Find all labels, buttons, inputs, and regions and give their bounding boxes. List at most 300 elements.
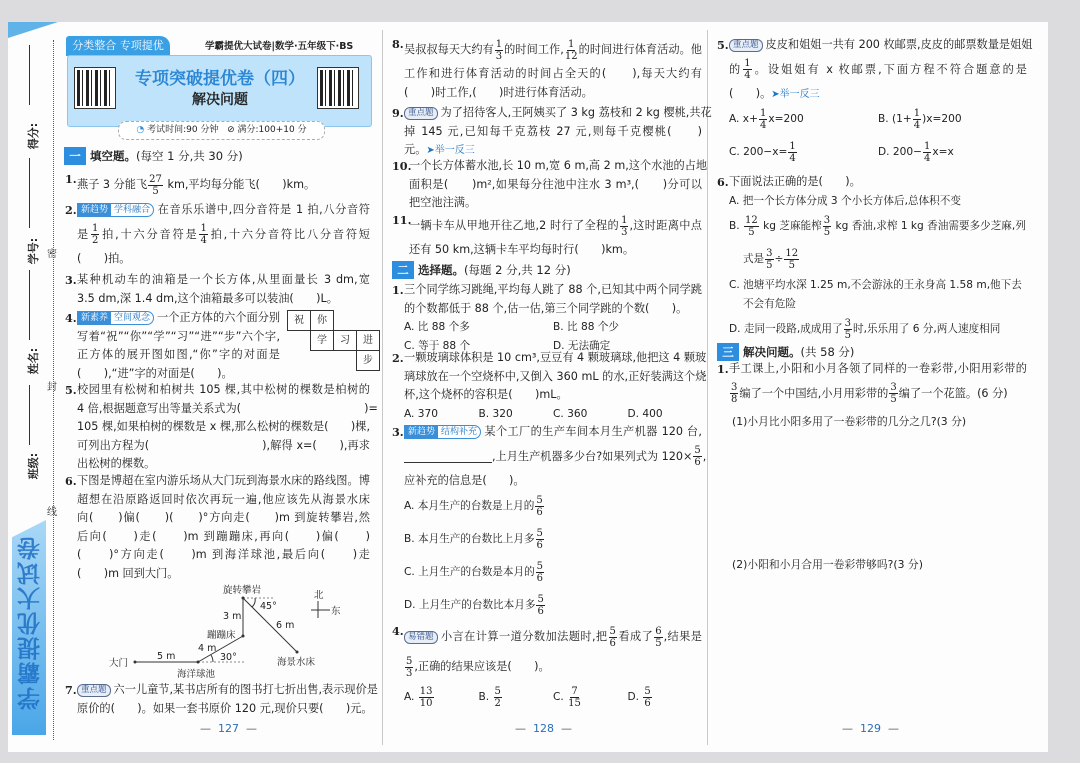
label-trampoline: 蹦蹦床 bbox=[207, 630, 236, 641]
text-segment: 下面说法正确的是( )。 bbox=[729, 175, 861, 188]
text-segment: 的时间工作, bbox=[504, 43, 564, 56]
fraction bbox=[744, 215, 759, 238]
question-number: 4. bbox=[392, 624, 404, 638]
numerator: 3 bbox=[766, 247, 773, 259]
option[interactable] bbox=[729, 313, 1027, 346]
text-segment: x=x bbox=[932, 146, 954, 158]
text-segment: A. 比 88 个多 bbox=[404, 321, 470, 333]
route-diagram bbox=[0, 0, 380, 763]
text-line bbox=[404, 442, 707, 472]
column-divider bbox=[382, 30, 383, 745]
page-number: — 127 — bbox=[200, 722, 257, 735]
text-segment: 把空池注满。 bbox=[409, 196, 477, 209]
option[interactable] bbox=[553, 405, 628, 424]
text-segment: B. 320 bbox=[478, 407, 513, 420]
text-segment: km,平均每分能飞( )km。 bbox=[163, 178, 316, 191]
numerator: 5 bbox=[644, 685, 651, 697]
label-climb: 旋转攀岩 bbox=[223, 585, 262, 596]
option[interactable] bbox=[404, 682, 479, 712]
tag-type: 新素养 bbox=[78, 312, 111, 324]
option[interactable] bbox=[729, 136, 878, 169]
text-segment: 。设姐姐有 x 枚邮票,下面方程不符合题意的是 bbox=[752, 62, 1027, 76]
denominator: 6 bbox=[536, 506, 543, 518]
text-segment: 4 倍,根据题意写出等量关系式为( )= bbox=[77, 401, 378, 415]
text-line bbox=[404, 622, 702, 652]
text-line bbox=[409, 194, 702, 213]
text-line bbox=[409, 211, 702, 241]
pool-point bbox=[197, 661, 200, 664]
text-segment: 的 bbox=[729, 62, 743, 76]
net-cell: 祝 bbox=[287, 310, 311, 331]
page-number: — 128 — bbox=[515, 722, 572, 735]
text-segment: 三个同学练习跳绳,平均每人跳了 88 个,已知其中两个同学跳 bbox=[404, 283, 702, 296]
text-segment: B. 本月生产的台数比上月多 bbox=[404, 533, 535, 545]
text-segment: 下图是博超在室内游乐场从大门玩到海景水床的路线图。博 bbox=[77, 474, 370, 487]
option[interactable] bbox=[878, 103, 1027, 136]
text-segment: x=200 bbox=[768, 113, 804, 125]
fraction bbox=[788, 141, 796, 164]
numerator: 13 bbox=[419, 685, 433, 697]
text-segment: C. 200−x= bbox=[729, 146, 788, 158]
question-body bbox=[409, 157, 708, 213]
text-segment: C. bbox=[553, 691, 568, 703]
text-segment: 正方体的展开图如图,“你”字的对面是 bbox=[77, 348, 280, 361]
option[interactable] bbox=[404, 318, 553, 337]
text-segment: A. 把一个长方体分成 3 个小长方体后,总体积不变 bbox=[729, 194, 961, 207]
fraction bbox=[913, 108, 921, 131]
denominator: 4 bbox=[924, 152, 931, 164]
text-segment: D. 400 bbox=[627, 407, 663, 420]
denominator: 4 bbox=[759, 119, 767, 131]
question-body bbox=[729, 173, 1027, 346]
text-segment: 一辆卡车从甲地开往乙地,2 时行了全程的 bbox=[409, 219, 620, 232]
page-number-value: 129 bbox=[860, 722, 881, 735]
text-segment: 还有 50 km,这辆卡车平均每时行( )km。 bbox=[409, 243, 635, 256]
choice-question bbox=[392, 349, 707, 423]
label-distance: 4 m bbox=[198, 643, 217, 654]
text-segment: ( )°方向走( )m 到海洋球池,最后向( )走 bbox=[77, 548, 370, 561]
option[interactable] bbox=[729, 103, 878, 136]
text-segment: 105 棵,如果柏树的棵数是 x 棵,那么松树的棵数是( )棵, bbox=[77, 420, 370, 433]
question-body bbox=[404, 423, 707, 622]
key-question-badge: 重点题 bbox=[77, 684, 111, 697]
text-segment: 拍,十六分音符比八分音符短 bbox=[208, 227, 370, 241]
question-body bbox=[404, 281, 702, 355]
option[interactable] bbox=[729, 210, 1027, 243]
gate-point bbox=[134, 661, 137, 664]
denominator: 5 bbox=[823, 226, 831, 238]
text-line bbox=[404, 300, 702, 319]
text-segment: 编了一个花篮。(6 分) bbox=[898, 386, 1008, 400]
text-line bbox=[404, 104, 712, 123]
text-segment: 面积是( )m²,如果每分往池中注水 3 m³,( )分可以 bbox=[409, 177, 702, 191]
denominator: 12 bbox=[564, 50, 578, 62]
numerator: 1 bbox=[568, 38, 575, 50]
text-segment: 向( )偏( )( )°方向走( )m 到旋转攀岩,然 bbox=[77, 511, 370, 524]
text-segment: 式是 bbox=[729, 253, 765, 265]
text-segment: 璃球放在一个空烧杯中,又倒入 360 mL 的水,正好装满这个烧 bbox=[404, 369, 707, 383]
net-cell: 进 bbox=[356, 330, 380, 351]
option[interactable] bbox=[404, 589, 702, 622]
numerator: 1 bbox=[789, 140, 796, 152]
text-segment: 的个数都低于 88 个,估一估,第三个同学跳的个数( )。 bbox=[404, 301, 688, 315]
option[interactable] bbox=[404, 556, 702, 589]
option[interactable] bbox=[479, 682, 554, 712]
text-segment: 六一儿童节,某书店所有的图书打七折出售,表示现价是 bbox=[113, 683, 378, 696]
text-segment: 元。 bbox=[404, 143, 427, 156]
text-line bbox=[404, 386, 702, 405]
fraction bbox=[609, 626, 617, 649]
question-number: 6. bbox=[717, 175, 729, 189]
text-segment: 时,乐乐用了 6 分,两人速度相同 bbox=[852, 323, 1001, 335]
text-segment: 编了一个中国结,小月用彩带的 bbox=[739, 386, 889, 400]
related-practice-link[interactable]: ➤举一反三 bbox=[771, 88, 820, 100]
label-distance: 5 m bbox=[157, 651, 176, 662]
options bbox=[404, 405, 702, 424]
exam-time: 考试时间:90 分钟 bbox=[147, 125, 219, 135]
waterbed-point bbox=[296, 651, 299, 654]
numerator: 7 bbox=[571, 685, 578, 697]
section-number: 一 bbox=[64, 147, 86, 165]
seal-char: 封 bbox=[47, 382, 57, 393]
text-segment: 的时间进行体育活动。他 bbox=[578, 43, 702, 56]
denominator: 6 bbox=[694, 457, 701, 468]
question-body bbox=[404, 349, 707, 423]
text-segment: 可列出方程为( ),解得 x=( ),再求 bbox=[77, 438, 370, 452]
question bbox=[65, 681, 378, 718]
denominator: 5 bbox=[844, 329, 851, 341]
text-line bbox=[404, 35, 702, 65]
text-segment: ( )。 bbox=[729, 86, 772, 100]
option[interactable] bbox=[628, 405, 703, 424]
text-segment: B. bbox=[478, 691, 493, 703]
label-distance: 6 m bbox=[276, 620, 295, 631]
tag-topic: 结构补充 bbox=[441, 427, 478, 437]
choice-question bbox=[392, 622, 702, 712]
denominator: 6 bbox=[536, 572, 544, 584]
text-segment: C. 360 bbox=[553, 407, 588, 420]
denominator: 5 bbox=[748, 226, 755, 238]
section-title: 解决问题。 bbox=[743, 345, 801, 359]
text-segment: A. 本月生产的台数是上月的 bbox=[404, 500, 535, 512]
text-line bbox=[404, 84, 702, 103]
numerator: 3 bbox=[823, 214, 831, 226]
text-segment: )x=200 bbox=[922, 113, 962, 125]
net-cell: 学 bbox=[310, 330, 334, 351]
option[interactable] bbox=[553, 682, 628, 712]
section-title: 选择题。 bbox=[418, 263, 464, 277]
options bbox=[404, 682, 702, 712]
net-cell: 习 bbox=[333, 330, 357, 351]
key-question-badge: 重点题 bbox=[729, 39, 763, 52]
numerator: 5 bbox=[536, 527, 543, 539]
label-waterbed: 海景水床 bbox=[277, 657, 316, 668]
question-number: 3. bbox=[65, 273, 77, 287]
denominator: 6 bbox=[536, 539, 543, 551]
text-line bbox=[404, 472, 702, 491]
page-number: — 129 — bbox=[842, 722, 899, 735]
problem bbox=[717, 360, 1027, 409]
option[interactable] bbox=[404, 523, 702, 556]
fraction bbox=[536, 528, 544, 551]
text-line bbox=[729, 36, 1033, 55]
text-segment: 工作和进行体育活动的时间占全天的( ),每天大约有 bbox=[404, 67, 702, 80]
question-body bbox=[729, 360, 1027, 409]
check-icon: ⊘ bbox=[227, 125, 235, 135]
series-title: 学霸提优大试卷|数学·五年级下·BS bbox=[205, 41, 354, 52]
numerator: 1 bbox=[92, 223, 99, 234]
key-question-badge: 易错题 bbox=[404, 631, 438, 644]
text-segment: 超想在沿原路返回时依次再玩一遍,他应该先从海景水床 bbox=[77, 492, 370, 506]
numerator: 5 bbox=[536, 560, 544, 572]
student-id-label: 学号: bbox=[27, 237, 41, 265]
options bbox=[404, 490, 702, 622]
answer-blank[interactable] bbox=[404, 450, 492, 463]
option[interactable] bbox=[729, 192, 1027, 211]
brand-logo-text: 学霸提优大试卷 bbox=[17, 535, 44, 710]
column-divider bbox=[707, 30, 708, 745]
text-line bbox=[404, 349, 707, 368]
text-segment: 某种机动车的油箱是一个长方体,从里面量长 3 dm,宽 bbox=[77, 273, 370, 286]
denominator: 8 bbox=[731, 394, 738, 405]
text-segment: 燕子 3 分能飞 bbox=[77, 178, 148, 191]
text-segment: , bbox=[702, 449, 707, 463]
sub-question-1: (1)小月比小阳多用了一卷彩带的几分之几?(3 分) bbox=[732, 415, 967, 428]
topic-tag bbox=[404, 425, 481, 439]
denominator: 5 bbox=[655, 637, 662, 649]
exam-title: 专项突破提优卷（四） bbox=[135, 69, 305, 89]
option[interactable] bbox=[729, 295, 1027, 314]
text-line bbox=[409, 176, 702, 195]
text-segment: ( )m 回到大门。 bbox=[77, 566, 179, 580]
denominator: 15 bbox=[568, 697, 581, 709]
fraction bbox=[765, 248, 773, 271]
text-segment: ÷ bbox=[774, 253, 784, 265]
text-segment: ,正确的结果应该是( )。 bbox=[414, 660, 550, 673]
question-number: 2. bbox=[392, 351, 404, 365]
question-number: 8. bbox=[392, 37, 404, 51]
exam-subtitle: 解决问题 bbox=[192, 92, 248, 108]
question-body bbox=[729, 36, 1033, 169]
text-segment: D. bbox=[627, 691, 643, 703]
option[interactable] bbox=[729, 276, 1027, 295]
question-number: 5. bbox=[717, 38, 729, 52]
label-ballpool: 海洋球池 bbox=[177, 669, 216, 680]
text-segment: 手工课上,小阳和小月各领了同样的一卷彩带,小阳用彩带的 bbox=[729, 362, 1027, 375]
text-line bbox=[729, 379, 1027, 409]
question-number: 1. bbox=[717, 362, 729, 376]
text-segment: 在音乐乐谱中,四分音符是 1 拍,八分音符 bbox=[157, 203, 370, 216]
text-line bbox=[77, 681, 378, 700]
text-segment: 皮皮和姐姐一共有 200 枚邮票,皮皮的邮票数量是姐姐 bbox=[765, 38, 1033, 51]
question bbox=[392, 157, 708, 213]
option[interactable] bbox=[479, 405, 554, 424]
question-number: 10. bbox=[392, 159, 412, 173]
denominator: 5 bbox=[788, 259, 795, 271]
text-segment: 应补充的信息是( )。 bbox=[404, 473, 525, 487]
text-segment: 为了招待客人,王阿姨买了 3 kg 荔枝和 2 kg 樱桃,共花 bbox=[440, 106, 712, 119]
text-segment: ( ),“进”字的对面是( )。 bbox=[77, 366, 233, 380]
page-number-value: 127 bbox=[218, 722, 239, 735]
label-distance: 3 m bbox=[223, 611, 242, 622]
text-segment: C. 等于 88 个 bbox=[404, 339, 471, 352]
numerator: 3 bbox=[844, 317, 851, 329]
fraction bbox=[693, 445, 701, 468]
denominator: 5 bbox=[766, 259, 773, 271]
text-line bbox=[409, 157, 708, 176]
option[interactable] bbox=[628, 682, 703, 712]
tag-topic: 空间观念 bbox=[114, 313, 151, 323]
denominator: 5 bbox=[890, 394, 897, 405]
numerator: 3 bbox=[731, 382, 738, 393]
text-segment: ,这时距离中点 bbox=[629, 219, 702, 232]
section-number: 三 bbox=[717, 343, 739, 361]
compass-east: 东 bbox=[331, 606, 341, 617]
clock-icon: ◔ bbox=[136, 125, 145, 135]
text-segment: 是 bbox=[77, 227, 90, 241]
text-segment: A. 370 bbox=[404, 407, 439, 420]
text-segment: A. x+ bbox=[729, 113, 758, 125]
text-segment: 掉 145 元,已知每千克荔枝 27 元,则每千克樱桃( ) bbox=[404, 124, 702, 138]
text-segment: 原价的( )。如果一套书原价 120 元,现价只要( )元。 bbox=[77, 701, 373, 715]
net-cell: 你 bbox=[310, 310, 334, 331]
numerator: 1 bbox=[200, 223, 207, 234]
text-segment: 3.5 dm,深 1.4 dm,这个油箱最多可以装油( )L。 bbox=[77, 291, 338, 305]
option[interactable] bbox=[878, 136, 1027, 169]
fraction bbox=[743, 58, 751, 81]
numerator: 12 bbox=[745, 214, 758, 226]
section-note: (每空 1 分,共 30 分) bbox=[136, 149, 243, 163]
text-segment: D. 上月生产的台数比本月多 bbox=[404, 599, 536, 611]
tag-type: 新趋势 bbox=[405, 426, 438, 438]
fraction bbox=[565, 39, 578, 62]
numerator: 5 bbox=[609, 625, 616, 637]
text-segment: 杯,这个烧杯的容积是( )mL。 bbox=[404, 388, 568, 401]
fraction bbox=[620, 215, 628, 238]
text-segment: 某个工厂的生产车间本月生产机器 120 台, bbox=[484, 425, 702, 438]
denominator: 6 bbox=[609, 637, 616, 649]
trampoline-point bbox=[242, 635, 245, 638]
net-cell: 步 bbox=[356, 350, 380, 371]
question-body bbox=[77, 681, 378, 718]
section-choice bbox=[392, 261, 571, 279]
text-segment: 拍,十六分音符是 bbox=[100, 227, 199, 241]
question-number: 1. bbox=[65, 172, 77, 186]
question-body bbox=[404, 35, 702, 102]
seal-char: 密 bbox=[47, 249, 57, 260]
answer-area-1[interactable] bbox=[732, 432, 1027, 552]
fraction bbox=[536, 561, 544, 584]
numerator: 5 bbox=[406, 655, 413, 667]
text-segment: ( )拍。 bbox=[77, 251, 131, 265]
text-line bbox=[404, 281, 702, 300]
climb-point bbox=[242, 597, 245, 600]
text-segment: ,上月生产机器多少台?如果列式为 120× bbox=[492, 449, 693, 463]
name-label: 姓名: bbox=[27, 347, 41, 375]
sub-question-2: (2)小阳和小月合用一卷彩带够吗?(3 分) bbox=[732, 558, 923, 571]
fraction bbox=[643, 686, 651, 709]
fraction bbox=[495, 39, 503, 62]
fraction bbox=[568, 686, 581, 709]
numerator: 1 bbox=[744, 58, 751, 69]
text-segment: D. 200− bbox=[878, 146, 922, 158]
text-segment: 一个正方体的六个面分别 bbox=[157, 311, 281, 324]
section-title: 填空题。 bbox=[90, 149, 136, 163]
angle-arc bbox=[252, 598, 255, 607]
question-number: 4. bbox=[65, 311, 77, 325]
numerator: 3 bbox=[890, 382, 897, 393]
text-line bbox=[729, 85, 1027, 104]
fraction bbox=[889, 382, 897, 405]
related-practice-link[interactable]: ➤举一反三 bbox=[426, 145, 475, 156]
denominator: 2 bbox=[494, 697, 501, 709]
numerator: 5 bbox=[494, 685, 501, 697]
option[interactable] bbox=[404, 405, 479, 424]
options bbox=[729, 192, 1027, 347]
label-angle: 45° bbox=[260, 601, 277, 612]
question-number: 3. bbox=[392, 425, 404, 439]
question-number: 5. bbox=[65, 383, 77, 397]
question-number: 11. bbox=[392, 213, 412, 227]
text-line bbox=[729, 360, 1027, 379]
text-line bbox=[729, 173, 1027, 192]
fraction bbox=[419, 686, 434, 709]
text-segment: 写着“祝”“你”“学”“习”“进”“步”六个字, bbox=[77, 329, 280, 343]
label-angle: 30° bbox=[220, 652, 237, 663]
text-line bbox=[404, 65, 702, 84]
choice-question bbox=[392, 423, 707, 622]
text-segment: ( )时工作,( )时进行体育活动。 bbox=[404, 85, 593, 99]
text-line bbox=[404, 652, 702, 682]
option[interactable] bbox=[404, 490, 702, 523]
text-segment: 吴叔叔每天大约有 bbox=[404, 43, 494, 56]
denominator: 4 bbox=[744, 70, 751, 81]
fraction bbox=[759, 108, 767, 131]
denominator: 3 bbox=[621, 226, 628, 238]
text-segment: ,结果是 bbox=[663, 630, 702, 643]
denominator: 4 bbox=[200, 235, 207, 246]
text-segment: kg 香油,求榨 1 kg 香油需要多少芝麻,列 bbox=[832, 220, 1026, 232]
numerator: 1 bbox=[924, 140, 931, 152]
denominator: 5 bbox=[152, 185, 159, 197]
fraction bbox=[494, 686, 502, 709]
page-number-value: 128 bbox=[533, 722, 554, 735]
choice-question bbox=[717, 173, 1027, 346]
fraction bbox=[535, 495, 543, 518]
section-note: (每题 2 分,共 12 分) bbox=[464, 263, 571, 277]
numerator: 1 bbox=[495, 38, 503, 50]
question-number: 2. bbox=[65, 203, 77, 217]
question-number: 6. bbox=[65, 474, 77, 488]
answer-area-2[interactable] bbox=[732, 575, 1027, 715]
text-segment: B. 比 88 个少 bbox=[553, 321, 619, 333]
question-number: 7. bbox=[65, 683, 77, 697]
numerator: 1 bbox=[913, 107, 921, 119]
class-label: 班级: bbox=[27, 452, 41, 480]
fraction bbox=[730, 382, 738, 405]
denominator: 3 bbox=[406, 667, 413, 679]
text-line bbox=[404, 423, 702, 442]
option[interactable] bbox=[553, 318, 702, 337]
text-segment: 一个长方体蓄水池,长 10 m,宽 6 m,高 2 m,这个水池的占地 bbox=[409, 159, 708, 172]
denominator: 4 bbox=[913, 119, 921, 131]
seal-char: 线 bbox=[47, 507, 57, 518]
question-body bbox=[404, 104, 712, 160]
text-line bbox=[404, 123, 702, 142]
option[interactable] bbox=[729, 243, 1027, 276]
text-segment: 出松树的棵数。 bbox=[77, 457, 156, 470]
choice-question bbox=[717, 36, 1033, 169]
